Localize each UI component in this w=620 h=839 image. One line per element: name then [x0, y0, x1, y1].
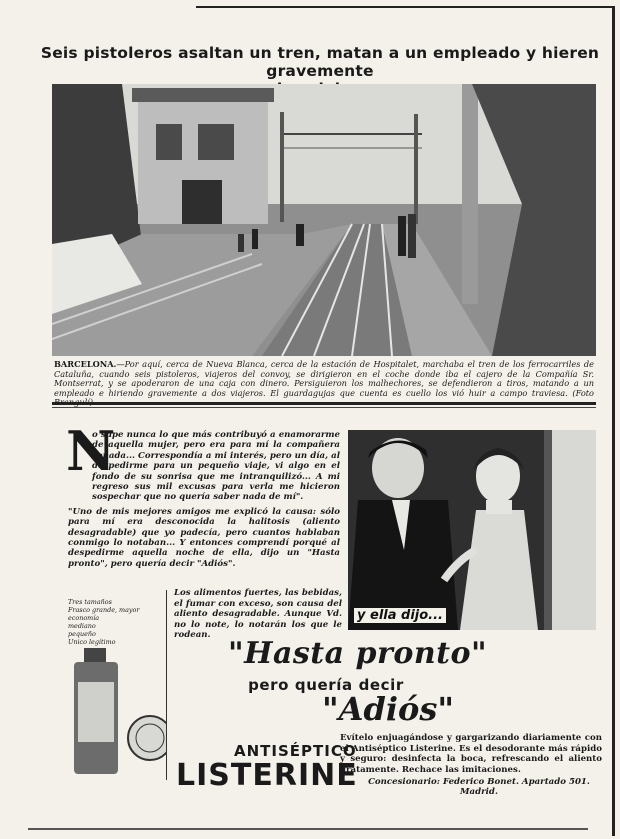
couple-photo-illustration: [348, 430, 596, 630]
hasta-pronto-slogan: "Hasta pronto": [228, 636, 488, 671]
ad-small-paragraph: Los alimentos fuertes, las bebidas, el fumar con exceso, son causa del aliento desagradable. Aunque Vd. no lo note, lo notarán los que le rodean.: [174, 588, 342, 640]
pero-queria-decir: pero quería decir: [248, 676, 404, 694]
ad-usage-text: Evítelo enjuagándose y gargarizando diariamente con el Antiséptico Listerine. Es el desodorante más rápido y seguro: desinfecta la boca, refrescando el aliento gratamente. Rechace las imitaciones.: [340, 733, 602, 775]
antiseptico-label: ANTISÉPTICO: [234, 742, 357, 760]
ad-paragraph-2: "Uno de mis mejores amigos me explicó la causa: sólo para mí era desconocida la halitosis (aliento desagradable) que yo padecía, pero cuantos hablaban conmigo lo notaban... Y entonces comprendí porqué al despedirme aquella noche de ella, dijo un "Hasta pronto", pero quería decir "Adiós".: [68, 506, 340, 569]
adios-slogan: "Adiós": [322, 690, 455, 728]
bottle-label-text: Tres tamaños Frasco grande, mayor economía mediano pequeño Unico legítimo: [68, 598, 140, 646]
railway-photo-illustration: [52, 84, 596, 356]
top-rule: [196, 6, 612, 8]
caption-text: —Por aquí, cerca de Nueva Blanca, cerca de la estación de Hospitalet, marchaba el tren de los ferrocarriles de Cataluña, cuando seis pistoleros, viajeros del convoy, se dirigieron en el coche donde iba el cajero de la Compañía Sr. Montserrat, y se apoderaron de una caja con dinero. Persiguieron los malhechores, se defendieron a tiros, matando a un empleado e hiriendo gravemente a dos viajeros. El guardagujas que cuenta es cuello los vió huir a campo traviesa. (Foto: [54, 359, 594, 398]
bottom-rule: [28, 828, 588, 830]
page-edge-rule: [612, 6, 615, 836]
ad-dropcap: N: [66, 419, 116, 483]
y-ella-dijo-text: y ella dijo...: [354, 608, 446, 623]
bottle-sizes-label: [68, 598, 164, 646]
caption-lead: BARCELONA.: [54, 359, 117, 369]
ad-paragraph-1: o supe nunca lo que más contribuyó a enamorarme de aquella mujer, pero era para mí la compañera soñada... Correspondía a mi interés, pero un día, al despedirme para un pequeño viaje, vi algo en el fondo de su sonrisa que me intranquilizó... A mi regreso sus mil excusas para verla me hicieron sospechar que no quería saber nada de mí".: [92, 430, 340, 503]
railway-photo: [52, 84, 596, 356]
ad-story-text: [66, 419, 340, 573]
section-divider: [52, 402, 596, 405]
photo-caption: [54, 360, 594, 408]
section-divider-thin: [52, 407, 596, 408]
couple-photo: [348, 430, 596, 630]
concessionaire-text: Concesionario: Federico Bonet. Apartado 501. Madrid.: [368, 777, 590, 797]
listerine-brand: LISTERINE: [176, 758, 358, 793]
headline-line-1: Seis pistoleros asaltan un tren, matan a un empleado y hieren gravemente: [40, 44, 600, 80]
